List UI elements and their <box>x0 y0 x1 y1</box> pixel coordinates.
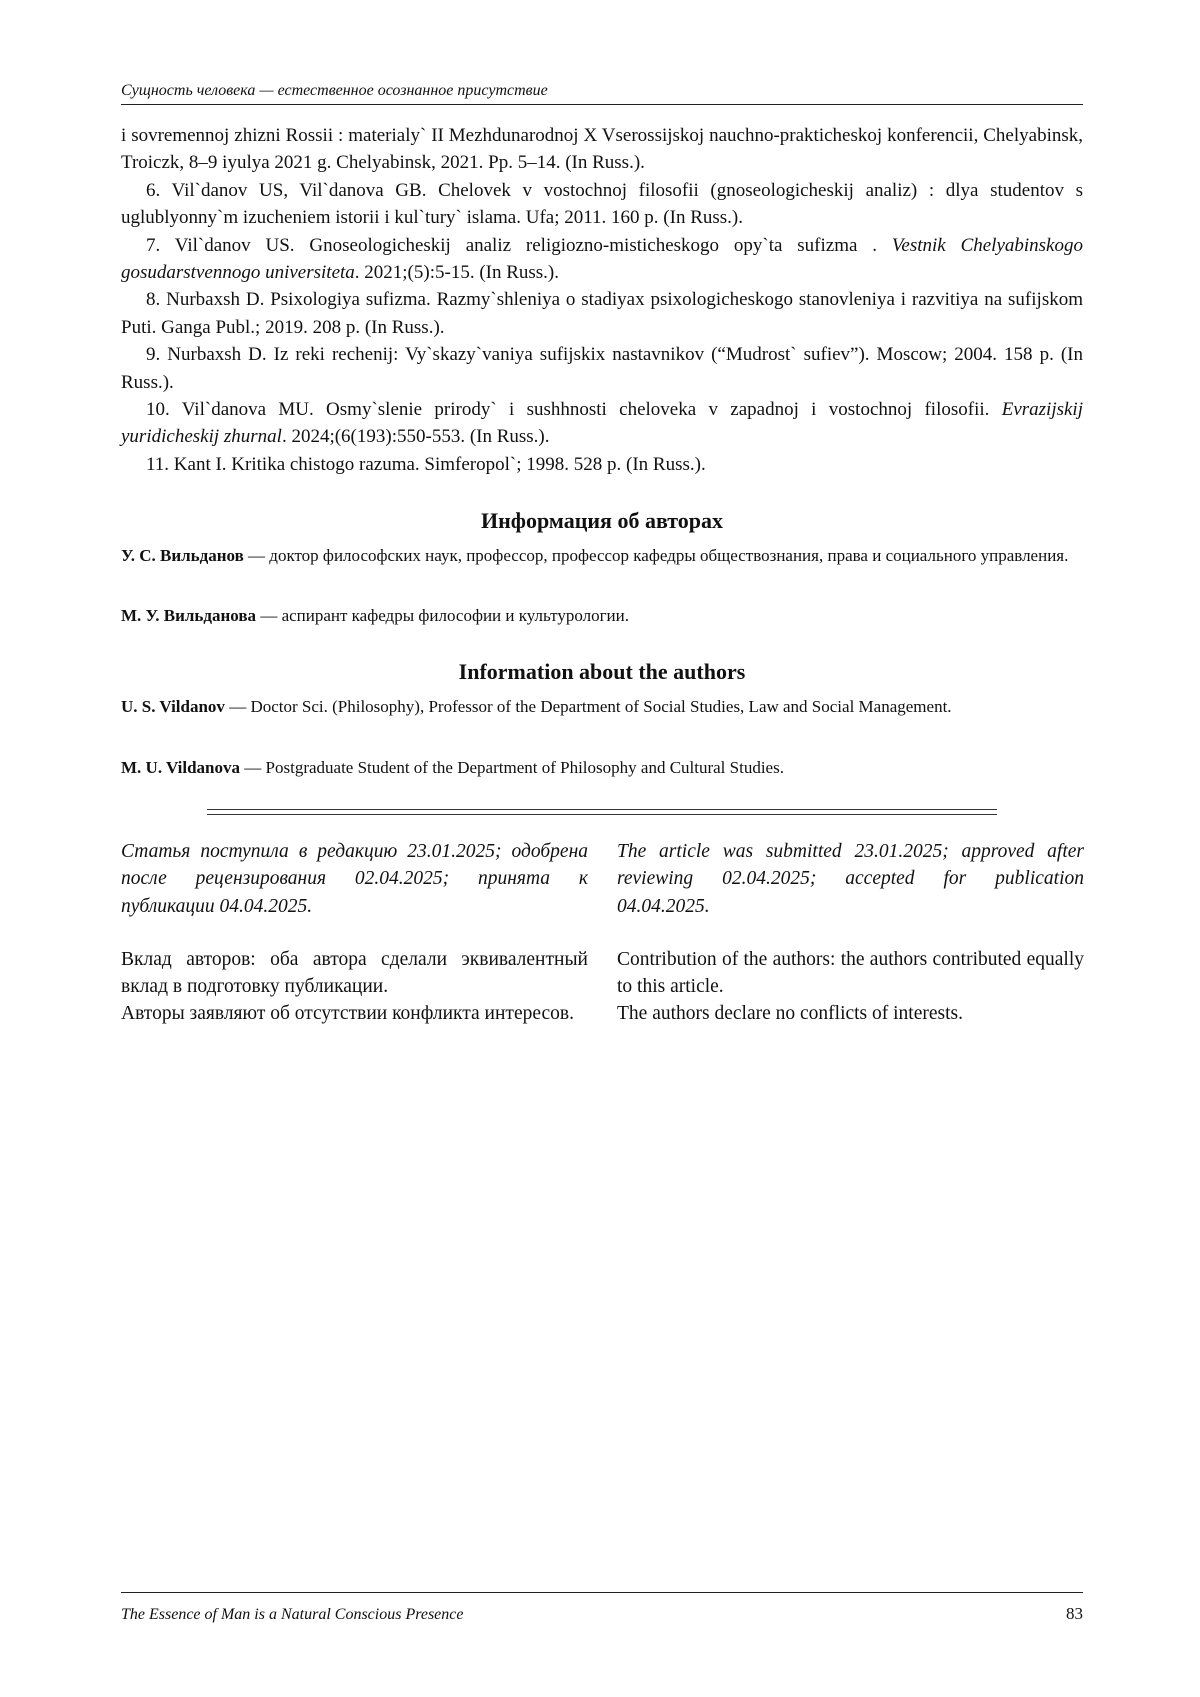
reference-journal: Vestnik Chelyabinskogo gosudarstvennogo universiteta <box>121 234 1083 284</box>
author-entry <box>121 755 1083 780</box>
running-footer: The Essence of Man is a Natural Conscious Presence <box>121 1606 464 1623</box>
conflict-statement: Авторы заявляют об отсутствии конфликта интересов. <box>121 1003 574 1025</box>
section-divider <box>207 809 997 815</box>
reference-list <box>121 122 1083 478</box>
editorial-notes-ru <box>121 838 588 1028</box>
reference-journal: Evrazijskij yuridicheskij zhurnal <box>121 399 1083 448</box>
author-contribution: Вклад авторов: оба автора сделали эквивалентный вклад в подготовку публикации. <box>121 948 588 998</box>
submission-dates: Статья поступила в редакцию 23.01.2025; одобрена после рецензирования 02.04.2025; принята к публикации 04.04.2025. <box>121 841 588 917</box>
reference-text: . 2024;(6(193):550-553. (In Russ.). <box>281 426 550 448</box>
author-name: M. U. Vildanova <box>121 758 241 777</box>
reference-item: 9. Nurbaxsh D. Iz reki rechenij: Vy`skazy`vaniya sufijskix nastavnikov (“Mudrost` sufiev”). Moscow; 2004. 158 p. (In Russ.). <box>121 344 1083 393</box>
author-entry <box>121 543 1083 568</box>
reference-text: 7. Vil`danov US. Gnoseologicheskij analiz religiozno-misticheskogo opy`ta sufizma . <box>146 234 892 256</box>
reference-item <box>121 232 1083 287</box>
reference-item <box>121 396 1083 451</box>
submission-dates: The article was submitted 23.01.2025; approved after reviewing 02.04.2025; accepted for publication 04.04.2025. <box>617 841 1084 917</box>
editorial-notes-en <box>617 838 1084 1028</box>
reference-item: 6. Vil`danov US, Vil`danova GB. Chelovek v vostochnoj filosofii (gnoseologicheskij analiz) : dlya studentov s uglublyonny`m izucheniem istorii i kul`tury` islama. Ufa; 2011. 160 p. (In Russ.). <box>121 179 1083 229</box>
reference-continuation: i sovremennoj zhizni Rossii : materialy` II Mezhdunarodnoj X Vserossijskoj nauchno-prakticheskoj konferencii, Chelyabinsk, Troiczk, 8–9 iyulya 2021 g. Chelyabinsk, 2021. Pp. 5–14. (In Russ.). <box>121 125 1083 174</box>
page-number: 83 <box>1066 1604 1083 1623</box>
author-contribution: Contribution of the authors: the authors contributed equally to this article. <box>617 948 1084 998</box>
author-description: — аспирант кафедры философии и культурологии. <box>256 606 629 625</box>
reference-item: 8. Nurbaxsh D. Psixologiya sufizma. Razmy`shleniya o stadiyax psixologicheskogo stanovleniya i razvitiya na sufijskom Puti. Ganga Publ.; 2019. 208 p. (In Russ.). <box>121 289 1083 338</box>
conflict-statement: The authors declare no conflicts of interests. <box>617 1003 964 1025</box>
author-name: М. У. Вильданова <box>121 606 257 625</box>
author-entry <box>121 603 1083 628</box>
author-description: — Postgraduate Student of the Department of Philosophy and Cultural Studies. <box>240 758 784 777</box>
author-description: — Doctor Sci. (Philosophy), Professor of the Department of Social Studies, Law and Social Management. <box>224 697 952 716</box>
reference-text: 10. Vil`danova MU. Osmy`slenie prirody` i sushhnosti cheloveka v zapadnoj i vostochnoj filosofii. <box>146 399 1002 421</box>
reference-item: 11. Kant I. Kritika chistogo razuma. Simferopol`; 1998. 528 p. (In Russ.). <box>146 453 706 475</box>
authors-info-title-ru: Информация об авторах <box>480 508 724 533</box>
header-rule <box>121 104 1083 105</box>
footer-rule <box>121 1592 1083 1593</box>
author-name: У. С. Вильданов <box>121 546 244 565</box>
author-name: U. S. Vildanov <box>121 697 225 716</box>
reference-text: . 2021;(5):5-15. (In Russ.). <box>354 262 560 284</box>
running-header: Сущность человека — естественное осознанное присутствие <box>121 82 548 99</box>
author-entry <box>121 694 1083 719</box>
authors-info-title-en: Information about the authors <box>458 659 746 684</box>
author-description: — доктор философских наук, профессор, профессор кафедры обществознания, права и социального управления. <box>243 546 1069 565</box>
